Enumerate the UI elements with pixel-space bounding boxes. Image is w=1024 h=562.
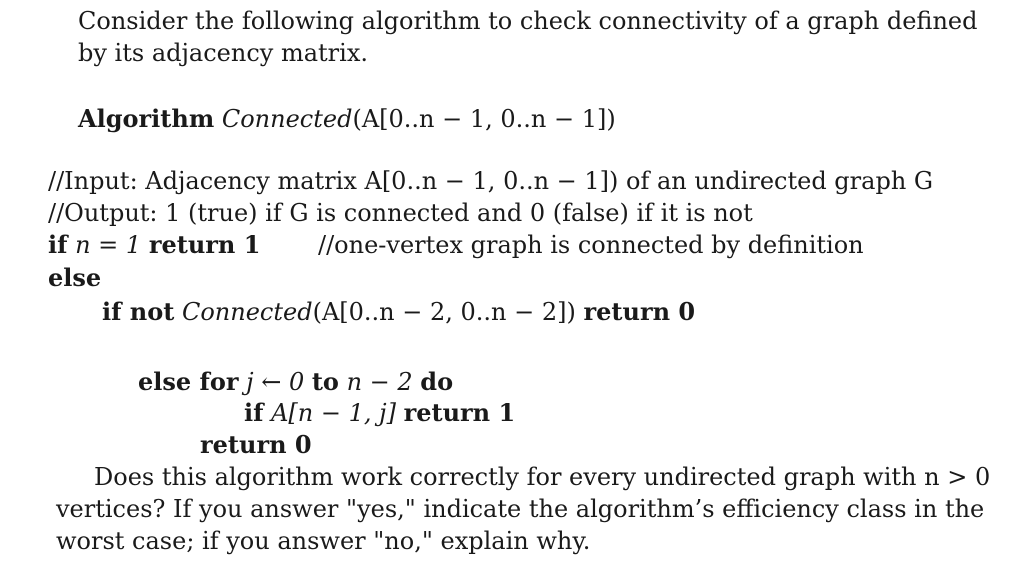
question-line-2: vertices? If you answer "yes," indicate the algorithm’s efficiency class in the	[56, 495, 985, 523]
algorithm-keyword: Algorithm	[78, 104, 215, 133]
else-keyword: else	[48, 263, 102, 292]
input-comment: //Input: Adjacency matrix A[0..n − 1, 0..n − 1]) of an undirected graph G	[48, 167, 934, 195]
algorithm-name: Connected	[221, 105, 353, 133]
question-line-3: worst case; if you answer "no," explain why.	[56, 527, 591, 555]
if-keyword: if	[48, 230, 68, 259]
recursive-return: return 0	[583, 297, 696, 326]
recursive-call-params: (A[0..n − 2, 0..n − 2])	[312, 298, 576, 326]
intro-line-1: Consider the following algorithm to check connectivity of a graph defined	[78, 7, 978, 35]
recursive-call-name: Connected	[181, 298, 313, 326]
inner-if-keyword: if	[244, 398, 264, 427]
else-for-keyword: else for	[138, 367, 239, 396]
question-line-1: Does this algorithm work correctly for every undirected graph with n > 0	[94, 463, 991, 491]
recursive-check-line	[102, 297, 695, 327]
base-case-line	[48, 230, 260, 260]
base-condition: n = 1	[67, 231, 149, 259]
loop-variable: j ← 0	[238, 368, 312, 396]
base-return: return 1	[148, 230, 261, 259]
intro-line-2: by its adjacency matrix.	[78, 39, 368, 67]
inner-return: return 1	[403, 398, 516, 427]
algorithm-params: (A[0..n − 1, 0..n − 1])	[352, 105, 616, 133]
inner-if-line	[244, 398, 515, 428]
inner-condition: A[n − 1, j]	[263, 399, 404, 427]
base-case-comment: //one-vertex graph is connected by definition	[318, 231, 864, 259]
if-not-keyword: if not	[102, 297, 175, 326]
algorithm-header	[78, 104, 616, 134]
output-comment: //Output: 1 (true) if G is connected and 0 (false) if it is not	[48, 199, 753, 227]
do-keyword: do	[420, 367, 454, 396]
for-loop-line	[138, 367, 453, 397]
to-keyword: to	[311, 367, 339, 396]
final-return: return 0	[200, 430, 312, 459]
loop-bound: n − 2	[338, 368, 421, 396]
